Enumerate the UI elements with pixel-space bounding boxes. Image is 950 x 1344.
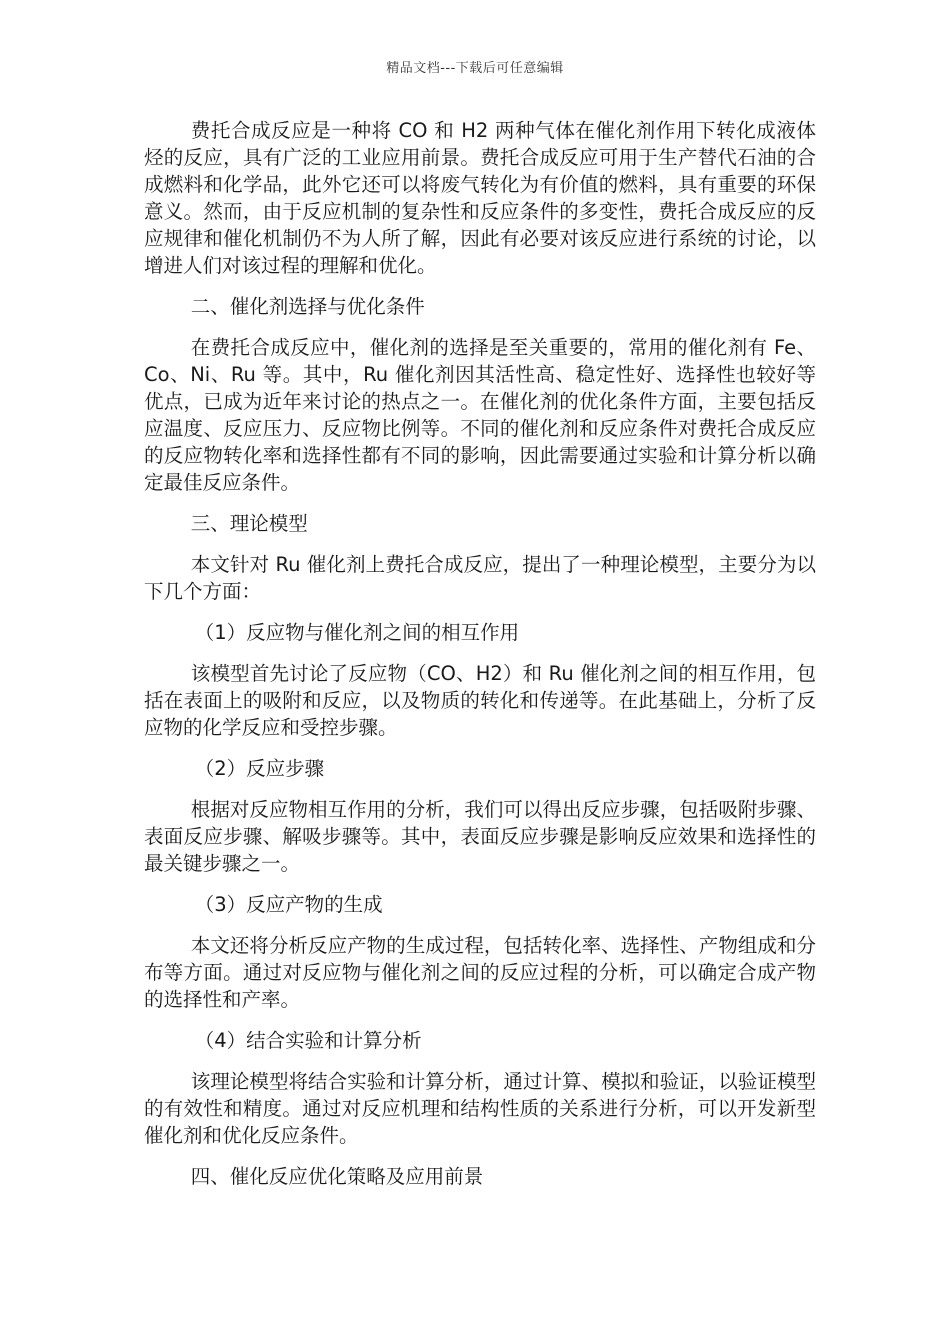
document-body xyxy=(144,117,816,1204)
interaction-paragraph: 该模型首先讨论了反应物（CO、H2）和 Ru 催化剂之间的相互作用，包括在表面上的吸附和反应，以及物质的转化和传递等。在此基础上，分析了反应物的化学反应和受控步骤。 xyxy=(144,662,816,739)
intro-paragraph: 费托合成反应是一种将 CO 和 H2 两种气体在催化剂作用下转化成液体烃的反应，具有广泛的工业应用前景。费托合成反应可用于生产替代石油的合成燃料和化学品，此外它还可以将废气转化为有价值的燃料，具有重要的环保意义。然而，由于反应机制的复杂性和反应条件的多变性，费托合成反应的反应规律和催化机制仍不为人所了解，因此有必要对该反应进行系统的讨论，以增进人们对该过程的理解和优化。 xyxy=(144,119,816,277)
steps-paragraph: 根据对反应物相互作用的分析，我们可以得出反应步骤，包括吸附步骤、表面反应步骤、解吸步骤等。其中，表面反应步骤是影响反应效果和选择性的最关键步骤之一。 xyxy=(144,798,816,875)
subheading-steps: （2）反应步骤 xyxy=(194,757,325,780)
catalyst-paragraph: 在费托合成反应中，催化剂的选择是至关重要的，常用的催化剂有 Fe、Co、Ni、Ru 等。其中，Ru 催化剂因其活性高、稳定性好、选择性也较好等优点，已成为近年来讨论的热点之一。在催化剂的优化条件方面，主要包括反应温度、反应压力、反应物比例等。不同的催化剂和反应条件对费托合成反应的反应物转化率和选择性都有不同的影响，因此需要通过实验和计算分析以确定最佳反应条件。 xyxy=(144,336,816,494)
section-heading-catalyst: 二、催化剂选择与优化条件 xyxy=(190,295,425,318)
subheading-interaction: （1）反应物与催化剂之间的相互作用 xyxy=(194,621,520,644)
model-intro-paragraph: 本文针对 Ru 催化剂上费托合成反应，提出了一种理论模型，主要分为以下几个方面： xyxy=(144,553,816,603)
section-heading-model: 三、理论模型 xyxy=(190,512,308,535)
page-header: 精品文档---下载后可任意编辑 xyxy=(386,61,564,76)
subheading-products: （3）反应产物的生成 xyxy=(194,893,383,916)
experiment-paragraph: 该理论模型将结合实验和计算分析，通过计算、模拟和验证，以验证模型的有效性和精度。通过对反应机理和结构性质的关系进行分析，可以开发新型催化剂和优化反应条件。 xyxy=(144,1070,816,1147)
section-heading-optimization: 四、催化反应优化策略及应用前景 xyxy=(190,1165,484,1188)
products-paragraph: 本文还将分析反应产物的生成过程，包括转化率、选择性、产物组成和分布等方面。通过对反应物与催化剂之间的反应过程的分析，可以确定合成产物的选择性和产率。 xyxy=(144,934,816,1011)
subheading-experiment: （4）结合实验和计算分析 xyxy=(194,1029,422,1052)
